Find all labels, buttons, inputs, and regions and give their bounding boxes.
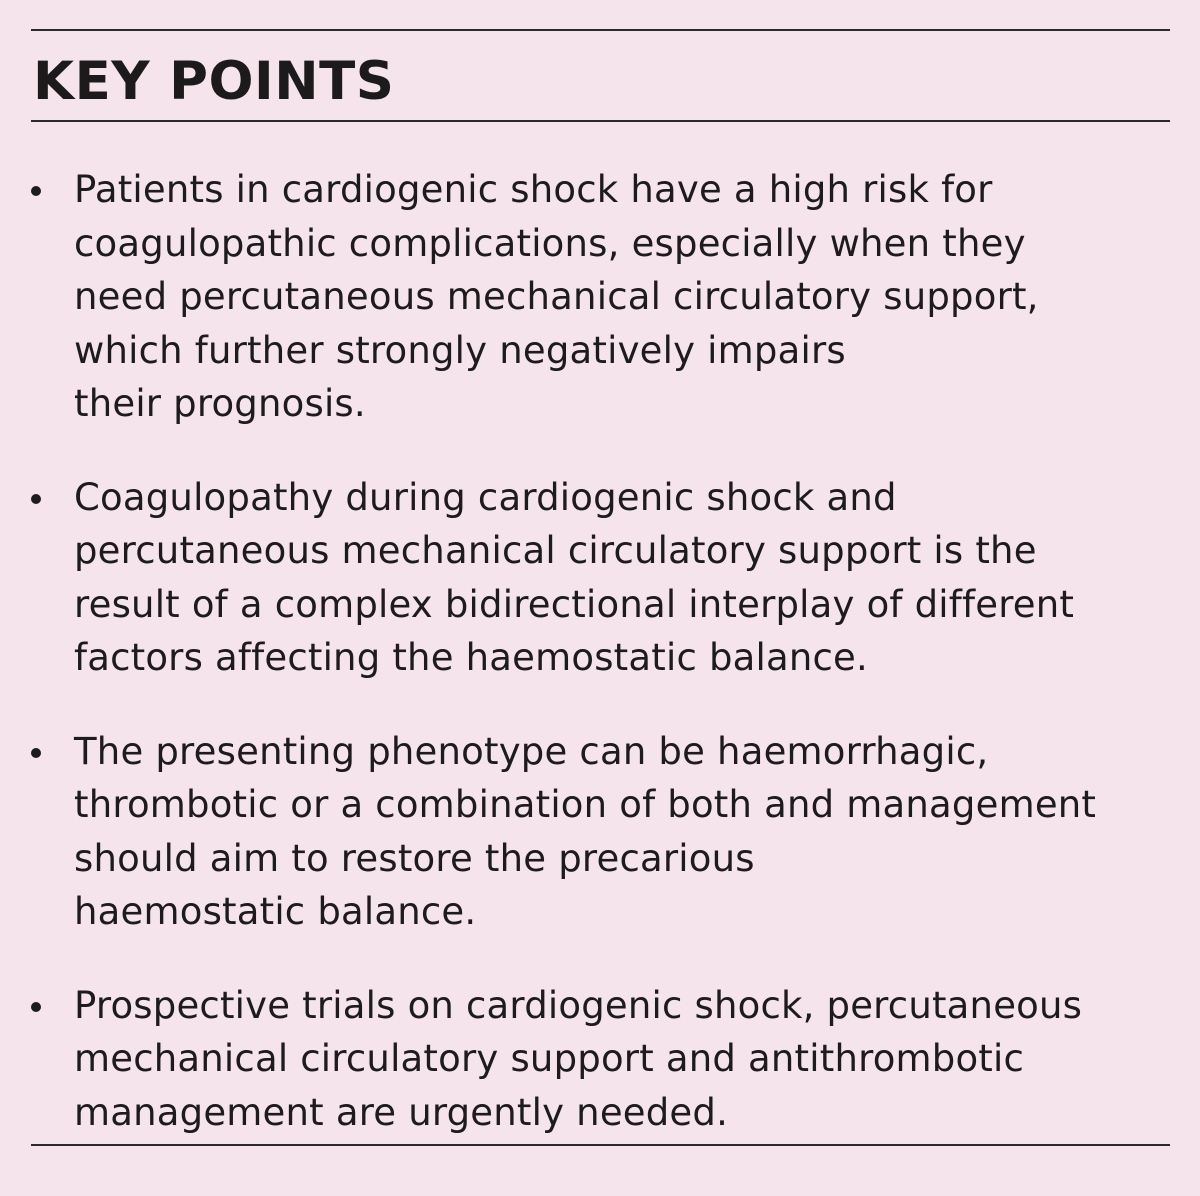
key-point-line: their prognosis. (74, 382, 366, 425)
heading-rule (31, 120, 1170, 122)
key-point-line: result of a complex bidirectional interplay of different (74, 582, 1075, 626)
key-point-line: factors affecting the haemostatic balance. (74, 636, 868, 679)
key-point-line: should aim to restore the precarious (74, 836, 755, 880)
key-point-line: coagulopathic complications, especially when they (74, 221, 1026, 265)
bullet-icon (31, 748, 41, 758)
key-point-2 (31, 471, 1170, 685)
key-point-line: percutaneous mechanical circulatory support is the (74, 529, 1037, 572)
key-point-line: Coagulopathy during cardiogenic shock and (74, 475, 897, 519)
bullet-icon (31, 1002, 41, 1012)
key-point-1 (31, 163, 1170, 431)
key-points-heading: KEY POINTS (33, 51, 395, 112)
bottom-rule (31, 1144, 1170, 1146)
key-point-line: Patients in cardiogenic shock have a high risk for (74, 168, 993, 211)
bullet-icon (31, 186, 41, 196)
key-point-3 (31, 725, 1170, 939)
key-point-line: need percutaneous mechanical circulatory support, (74, 275, 1039, 318)
key-point-line: which further strongly negatively impairs (74, 328, 846, 372)
key-point-line: thrombotic or a combination of both and management (74, 783, 1097, 826)
key-point-line: The presenting phenotype can be haemorrhagic, (74, 729, 989, 773)
key-point-4 (31, 979, 1170, 1140)
key-points-list (31, 163, 1170, 1179)
bullet-icon (31, 494, 41, 504)
key-point-line: management are urgently needed. (74, 1090, 729, 1134)
key-point-line: mechanical circulatory support and antithrombotic (74, 1037, 1025, 1080)
key-point-line: haemostatic balance. (74, 890, 477, 933)
key-points-box (31, 0, 1170, 1196)
key-point-line: Prospective trials on cardiogenic shock, percutaneous (74, 983, 1083, 1027)
top-rule (31, 29, 1170, 31)
